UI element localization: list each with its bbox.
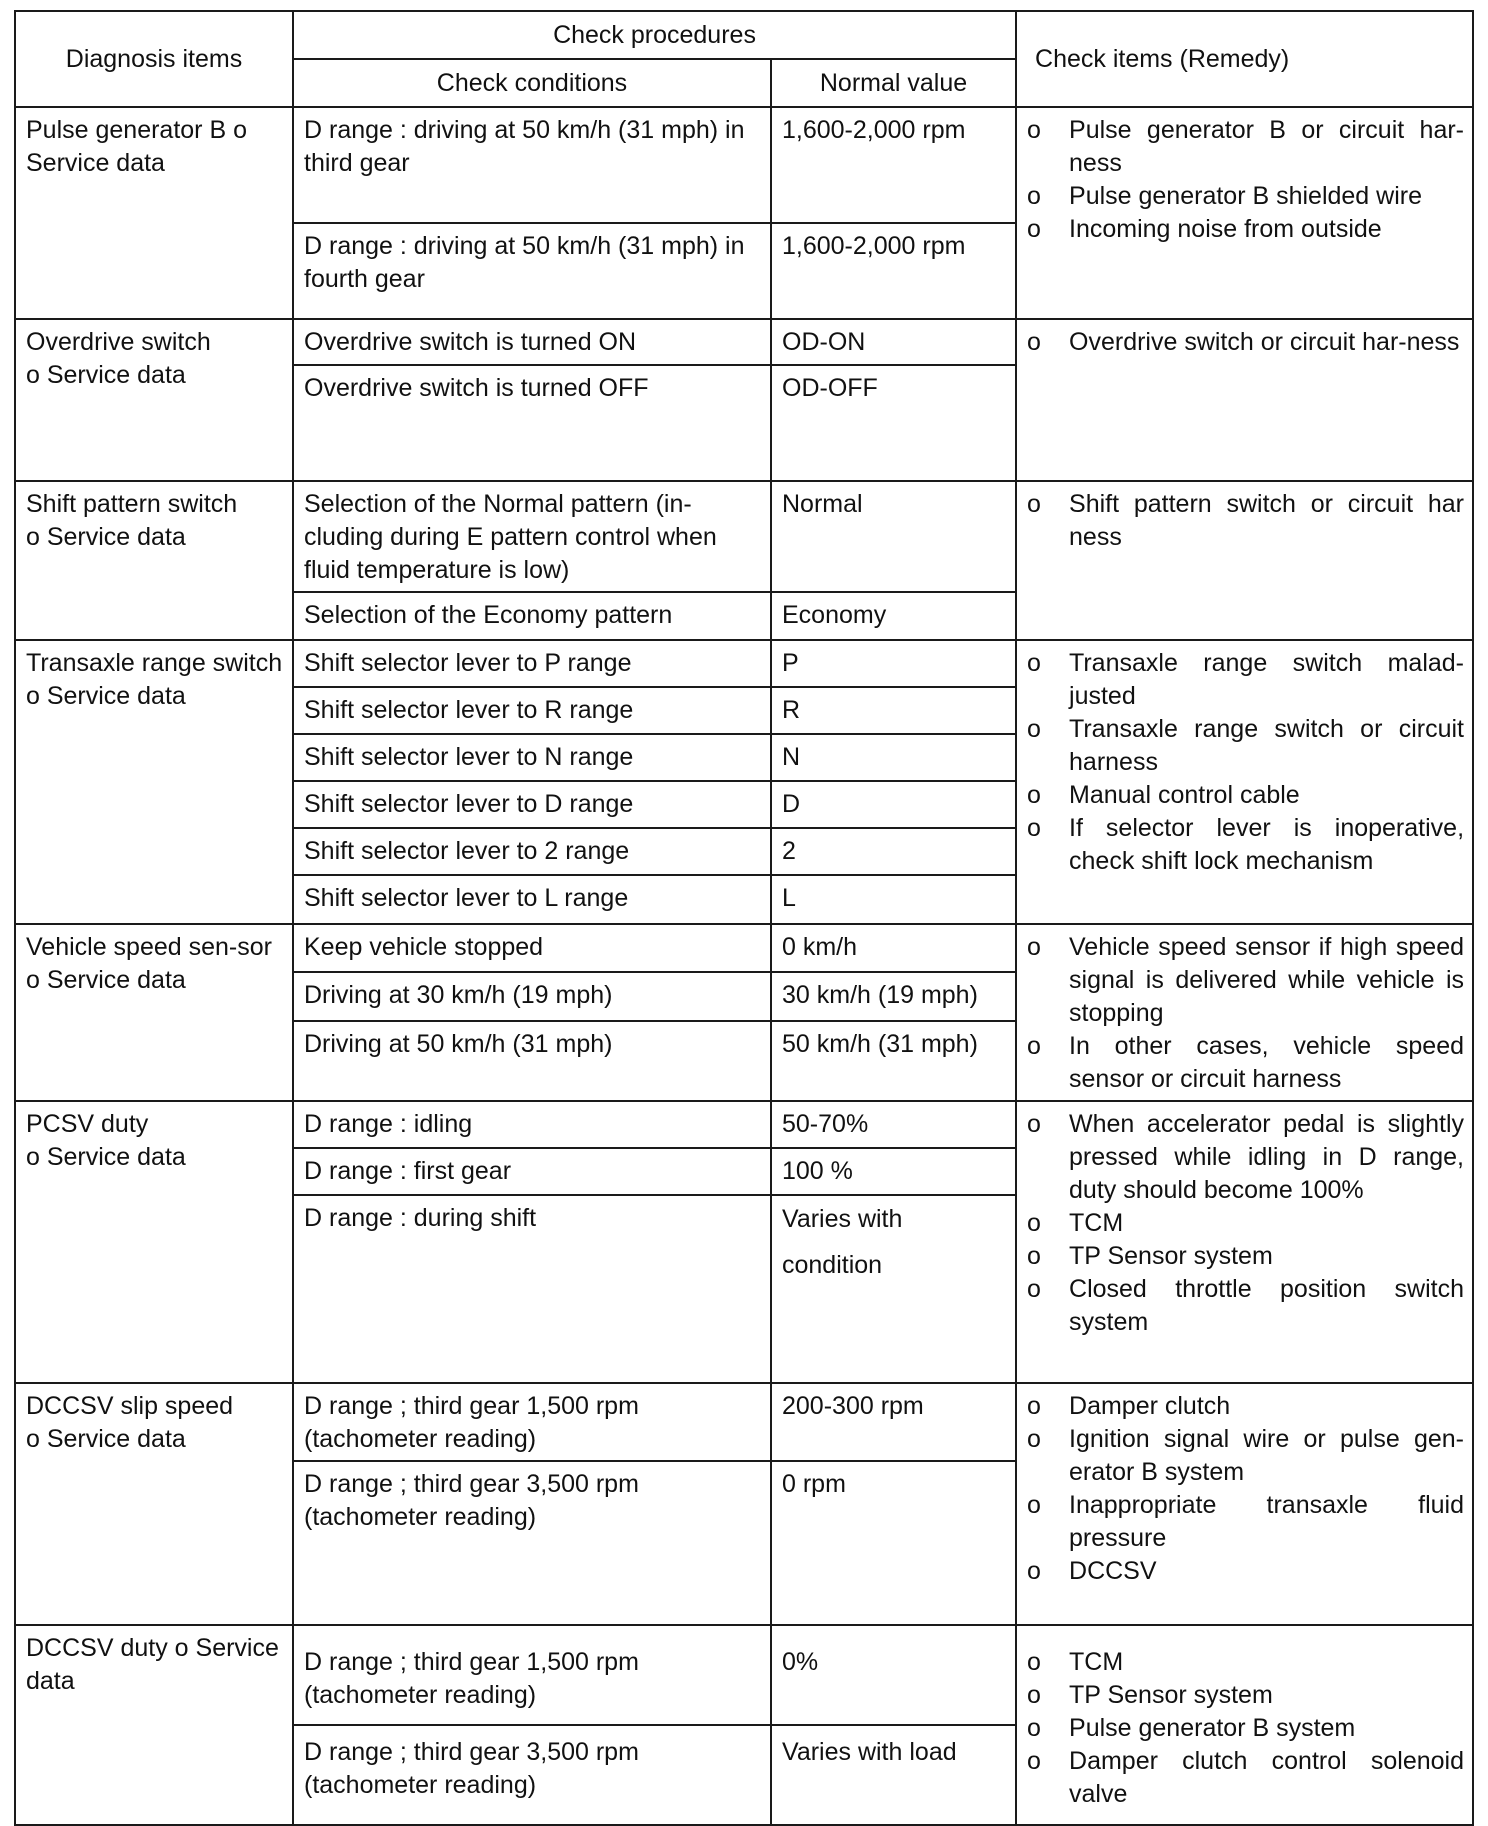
bullet: o (1027, 1032, 1041, 1060)
service-data-label: o Service data (26, 966, 186, 994)
check-condition: D range ; third gear 1,500 rpm (tachometer reading) (293, 1383, 771, 1461)
bullet: o (1027, 933, 1041, 961)
check-condition: Driving at 30 km/h (19 mph) (293, 972, 771, 1020)
normal-value: Normal (771, 481, 1016, 592)
remedy-item: o Damper clutch control solenoid valve (1027, 1745, 1464, 1811)
bullet: o (1027, 328, 1041, 356)
table-row (15, 107, 1473, 223)
header-check-conditions: Check conditions (293, 59, 771, 107)
bullet: o (1027, 781, 1041, 809)
normal-value: 0% (771, 1625, 1016, 1725)
service-data-label: o Service data (26, 1425, 186, 1453)
check-condition: Shift selector lever to N range (293, 734, 771, 781)
remedy-item: o TP Sensor system (1027, 1679, 1464, 1712)
bullet: o (1027, 490, 1041, 518)
normal-value: Economy (771, 592, 1016, 640)
bullet: o (1027, 1392, 1041, 1420)
diagnosis-cell (15, 1625, 293, 1825)
bullet: o (1027, 1681, 1041, 1709)
remedy-cell (1016, 1101, 1473, 1383)
check-condition: Driving at 50 km/h (31 mph) (293, 1021, 771, 1101)
bullet: o (1027, 1557, 1041, 1585)
service-data-label: o Service data (26, 682, 186, 710)
diagnosis-item: Transaxle range switch (26, 649, 283, 677)
normal-value: Varies with load (771, 1725, 1016, 1825)
diagnosis-cell (15, 924, 293, 1101)
remedy-item: o Transaxle range switch malad-justed (1027, 647, 1464, 713)
header-check-procedures: Check procedures (293, 11, 1016, 59)
check-condition: D range : first gear (293, 1148, 771, 1195)
remedy-item: o TCM (1027, 1207, 1464, 1240)
service-data-label: o Service data (26, 116, 247, 177)
remedy-item: o Incoming noise from outside (1027, 213, 1464, 246)
remedy-item: o Closed throttle position switch system (1027, 1273, 1464, 1339)
remedy-item: o Ignition signal wire or pulse gen-erator B system (1027, 1423, 1464, 1489)
check-condition: Overdrive switch is turned ON (293, 319, 771, 365)
check-condition: Shift selector lever to 2 range (293, 828, 771, 875)
check-condition: Shift selector lever to R range (293, 687, 771, 734)
remedy-item: o TCM (1027, 1646, 1464, 1679)
header-row (15, 11, 1473, 59)
bullet: o (1027, 1110, 1041, 1138)
normal-value: OD-ON (771, 319, 1016, 365)
diagnosis-document (14, 10, 1474, 1826)
normal-value: P (771, 640, 1016, 687)
bullet: o (1027, 1275, 1041, 1303)
normal-value: D (771, 781, 1016, 828)
remedy-item: o Pulse generator B system (1027, 1712, 1464, 1745)
check-condition: D range ; third gear 3,500 rpm (tachometer reading) (293, 1461, 771, 1625)
bullet: o (1027, 1491, 1041, 1519)
remedy-item: o Shift pattern switch or circuit har ness (1027, 488, 1464, 554)
service-data-label: o Service data (26, 1143, 186, 1171)
diagnosis-item: DCCSV duty (26, 1634, 168, 1662)
normal-value: 0 km/h (771, 924, 1016, 972)
table-row (15, 1383, 1473, 1461)
remedy-item: o Overdrive switch or circuit har-ness (1027, 326, 1464, 359)
remedy-item: o Pulse generator B shielded wire (1027, 180, 1464, 213)
diagnosis-cell (15, 1383, 293, 1625)
normal-value: N (771, 734, 1016, 781)
remedy-item: o If selector lever is inoperative, check shift lock mechanism (1027, 812, 1464, 878)
diagnosis-cell (15, 640, 293, 924)
bullet: o (1027, 1648, 1041, 1676)
bullet: o (1027, 116, 1041, 144)
bullet: o (1027, 649, 1041, 677)
diagnosis-item: DCCSV slip speed (26, 1392, 234, 1420)
check-condition: D range ; third gear 1,500 rpm (tachometer reading) (293, 1625, 771, 1725)
remedy-cell (1016, 1383, 1473, 1625)
remedy-item: o DCCSV (1027, 1555, 1464, 1588)
remedy-item: o Pulse generator B or circuit har-ness (1027, 114, 1464, 180)
diagnosis-cell (15, 1101, 293, 1383)
check-condition: Selection of the Normal pattern (in-cluding during E pattern control when fluid temperature is low) (293, 481, 771, 592)
remedy-item: o Manual control cable (1027, 779, 1464, 812)
header-check-items: Check items (Remedy) (1016, 11, 1473, 107)
normal-value: 1,600-2,000 rpm (771, 107, 1016, 223)
check-condition: D range : during shift (293, 1195, 771, 1383)
diagnosis-cell (15, 481, 293, 640)
normal-value: L (771, 875, 1016, 924)
remedy-cell (1016, 1625, 1473, 1825)
service-data-label: o Service data (26, 523, 186, 551)
diagnosis-cell (15, 107, 293, 319)
remedy-cell (1016, 924, 1473, 1101)
bullet: o (1027, 1425, 1041, 1453)
remedy-item: o Inappropriate transaxle fluid pressure (1027, 1489, 1464, 1555)
bullet: o (1027, 715, 1041, 743)
normal-value: 200-300 rpm (771, 1383, 1016, 1461)
table-row (15, 1101, 1473, 1148)
bullet: o (1027, 215, 1041, 243)
remedy-cell (1016, 107, 1473, 319)
diagnosis-item: Pulse generator B (26, 116, 227, 144)
remedy-item: o Transaxle range switch or circuit harness (1027, 713, 1464, 779)
diagnosis-item: Overdrive switch (26, 328, 211, 356)
check-condition: Selection of the Economy pattern (293, 592, 771, 640)
normal-value: 50-70% (771, 1101, 1016, 1148)
bullet: o (1027, 1242, 1041, 1270)
table-row (15, 319, 1473, 365)
header-diagnosis-items: Diagnosis items (15, 11, 293, 107)
remedy-item: o Damper clutch (1027, 1390, 1464, 1423)
remedy-item: o TP Sensor system (1027, 1240, 1464, 1273)
bullet: o (1027, 1747, 1041, 1775)
check-condition: Shift selector lever to P range (293, 640, 771, 687)
remedy-cell (1016, 481, 1473, 640)
check-condition: D range ; third gear 3,500 rpm (tachometer reading) (293, 1725, 771, 1825)
diagnosis-cell (15, 319, 293, 481)
remedy-cell (1016, 319, 1473, 481)
header-normal-value: Normal value (771, 59, 1016, 107)
diagnosis-item: Shift pattern switch (26, 490, 238, 518)
normal-value: 2 (771, 828, 1016, 875)
table-row (15, 1625, 1473, 1725)
table-row (15, 924, 1473, 972)
table-row (15, 481, 1473, 592)
normal-value: 1,600-2,000 rpm (771, 223, 1016, 319)
diagnosis-item: Vehicle speed sen-sor (26, 933, 272, 961)
normal-value: 0 rpm (771, 1461, 1016, 1625)
check-condition: Keep vehicle stopped (293, 924, 771, 972)
normal-value: R (771, 687, 1016, 734)
check-condition: D range : driving at 50 km/h (31 mph) in fourth gear (293, 223, 771, 319)
normal-value: 50 km/h (31 mph) (771, 1021, 1016, 1101)
normal-value: OD-OFF (771, 365, 1016, 481)
diagnosis-item: PCSV duty (26, 1110, 149, 1138)
table-row (15, 640, 1473, 687)
remedy-cell (1016, 640, 1473, 924)
check-condition: Shift selector lever to D range (293, 781, 771, 828)
normal-value: Varies with condition (771, 1195, 1016, 1383)
remedy-item: o In other cases, vehicle speed sensor or circuit harness (1027, 1030, 1464, 1096)
check-condition: D range : idling (293, 1101, 771, 1148)
normal-value: 30 km/h (19 mph) (771, 972, 1016, 1020)
remedy-item: o When accelerator pedal is slightly pressed while idling in D range, duty should become 100% (1027, 1108, 1464, 1207)
bullet: o (1027, 814, 1041, 842)
check-condition: Shift selector lever to L range (293, 875, 771, 924)
diagnosis-table (14, 10, 1474, 1826)
bullet: o (1027, 1714, 1041, 1742)
remedy-item: o Vehicle speed sensor if high speed signal is delivered while vehicle is stopping (1027, 931, 1464, 1030)
service-data-label: o Service data (26, 361, 186, 389)
bullet: o (1027, 182, 1041, 210)
bullet: o (1027, 1209, 1041, 1237)
check-condition: D range : driving at 50 km/h (31 mph) in third gear (293, 107, 771, 223)
check-condition: Overdrive switch is turned OFF (293, 365, 771, 481)
service-data-label: o Service data (26, 1634, 279, 1695)
normal-value: 100 % (771, 1148, 1016, 1195)
